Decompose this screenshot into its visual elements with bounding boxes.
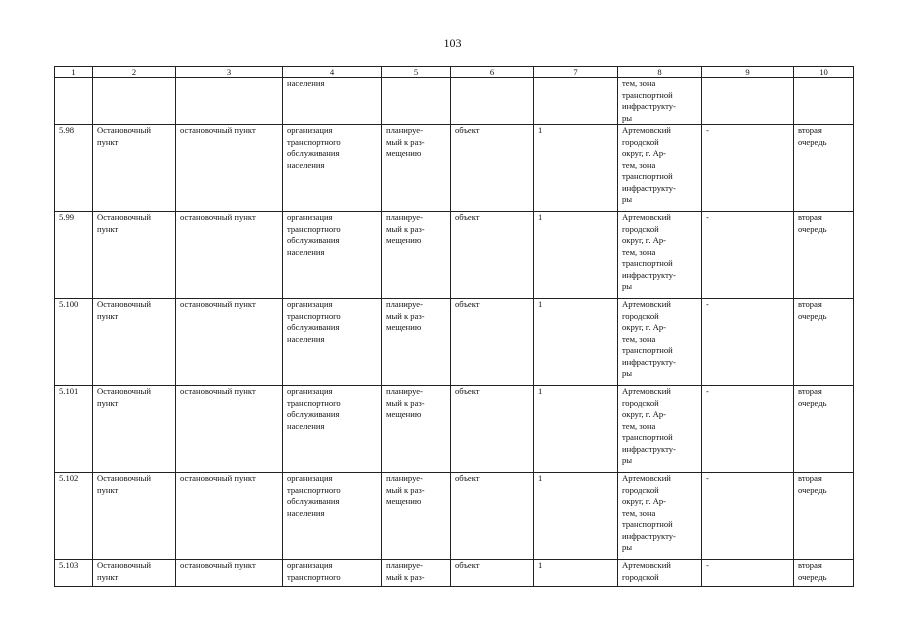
table-cell-col-8: Артемовский городской округ, г. Ар- тем, зона транспортной инфраструкту- ры [618, 386, 702, 473]
table-cell-col-3: остановочный пункт [176, 212, 283, 299]
table-cell-col-5: планируе- мый к раз- мещению [382, 299, 451, 386]
table-cell-col-8: тем, зона транспортной инфраструкту- ры [618, 78, 702, 125]
table-cell-col-6: объект [451, 299, 534, 386]
table-cell-col-10: вторая очередь [794, 125, 854, 212]
table-cell-col-4: организация транспортного обслуживания населения [283, 212, 382, 299]
table-cell-col-6 [451, 78, 534, 125]
table-cell-col-4: организация транспортного [283, 560, 382, 587]
page-number: 103 [443, 36, 462, 50]
column-header: 7 [534, 67, 618, 78]
table-cell-col-10: вторая очередь [794, 473, 854, 560]
column-header: 1 [55, 67, 93, 78]
table-cell-col-8: Артемовский городской округ, г. Ар- тем, зона транспортной инфраструкту- ры [618, 212, 702, 299]
table-cell-col-5: планируе- мый к раз- мещению [382, 473, 451, 560]
table-row [55, 473, 854, 560]
table-cell-col-8: Артемовский городской округ, г. Ар- тем, зона транспортной инфраструкту- ры [618, 473, 702, 560]
table-cell-col-10: вторая очередь [794, 386, 854, 473]
table-cell-col-9: - [702, 386, 794, 473]
table-cell-col-6: объект [451, 473, 534, 560]
table-cell-col-4: организация транспортного обслуживания населения [283, 125, 382, 212]
table-header-row [55, 67, 854, 78]
table-cell-col-6: объект [451, 560, 534, 587]
table-cell-col-2 [93, 78, 176, 125]
table-cell-col-1 [55, 78, 93, 125]
table-cell-col-6: объект [451, 125, 534, 212]
table-cell-col-3: остановочный пункт [176, 125, 283, 212]
table-cell-col-9: - [702, 299, 794, 386]
table-cell-col-9: - [702, 125, 794, 212]
table-cell-col-7: 1 [534, 560, 618, 587]
table-cell-col-2: Остановочный пункт [93, 125, 176, 212]
table-cell-col-3: остановочный пункт [176, 560, 283, 587]
column-header: 5 [382, 67, 451, 78]
table-row [55, 560, 854, 587]
column-header: 9 [702, 67, 794, 78]
table-cell-col-4: организация транспортного обслуживания населения [283, 386, 382, 473]
table-cell-col-7: 1 [534, 212, 618, 299]
table-cell-col-5: планируе- мый к раз- мещению [382, 212, 451, 299]
table-cell-col-3 [176, 78, 283, 125]
table-cell-col-4: организация транспортного обслуживания населения [283, 299, 382, 386]
table-cell-col-3: остановочный пункт [176, 473, 283, 560]
table-cell-col-5: планируе- мый к раз- [382, 560, 451, 587]
table-cell-col-1: 5.98 [55, 125, 93, 212]
table-cell-col-10: вторая очередь [794, 560, 854, 587]
table-cell-col-10 [794, 78, 854, 125]
table-cell-col-7: 1 [534, 386, 618, 473]
table-cell-col-9 [702, 78, 794, 125]
table-cell-col-7: 1 [534, 473, 618, 560]
column-header: 3 [176, 67, 283, 78]
table-row [55, 299, 854, 386]
table-cell-col-10: вторая очередь [794, 212, 854, 299]
table-cell-col-2: Остановочный пункт [93, 560, 176, 587]
table-cell-col-3: остановочный пункт [176, 386, 283, 473]
column-header: 8 [618, 67, 702, 78]
table-cell-col-2: Остановочный пункт [93, 299, 176, 386]
table-cell-col-6: объект [451, 386, 534, 473]
table-cell-col-2: Остановочный пункт [93, 386, 176, 473]
table-cell-col-10: вторая очередь [794, 299, 854, 386]
table-row [55, 78, 854, 125]
table-row [55, 125, 854, 212]
table-cell-col-7 [534, 78, 618, 125]
column-header: 10 [794, 67, 854, 78]
table-cell-col-1: 5.101 [55, 386, 93, 473]
objects-table [54, 66, 854, 587]
table-cell-col-8: Артемовский городской округ, г. Ар- тем, зона транспортной инфраструкту- ры [618, 299, 702, 386]
table-cell-col-9: - [702, 473, 794, 560]
table-cell-col-4: организация транспортного обслуживания населения [283, 473, 382, 560]
table-cell-col-9: - [702, 560, 794, 587]
table-cell-col-5: планируе- мый к раз- мещению [382, 386, 451, 473]
column-header: 2 [93, 67, 176, 78]
table-cell-col-7: 1 [534, 299, 618, 386]
table-cell-col-1: 5.100 [55, 299, 93, 386]
table-cell-col-5: планируе- мый к раз- мещению [382, 125, 451, 212]
table-cell-col-2: Остановочный пункт [93, 473, 176, 560]
table-cell-col-1: 5.102 [55, 473, 93, 560]
table-cell-col-3: остановочный пункт [176, 299, 283, 386]
table-cell-col-8: Артемовский городской [618, 560, 702, 587]
table-cell-col-9: - [702, 212, 794, 299]
table-cell-col-5 [382, 78, 451, 125]
column-header: 6 [451, 67, 534, 78]
table-cell-col-4: населения [283, 78, 382, 125]
table-cell-col-7: 1 [534, 125, 618, 212]
table-cell-col-1: 5.103 [55, 560, 93, 587]
table-cell-col-1: 5.99 [55, 212, 93, 299]
table-cell-col-6: объект [451, 212, 534, 299]
table-row [55, 386, 854, 473]
table-cell-col-8: Артемовский городской округ, г. Ар- тем, зона транспортной инфраструкту- ры [618, 125, 702, 212]
column-header: 4 [283, 67, 382, 78]
table-cell-col-2: Остановочный пункт [93, 212, 176, 299]
table-row [55, 212, 854, 299]
